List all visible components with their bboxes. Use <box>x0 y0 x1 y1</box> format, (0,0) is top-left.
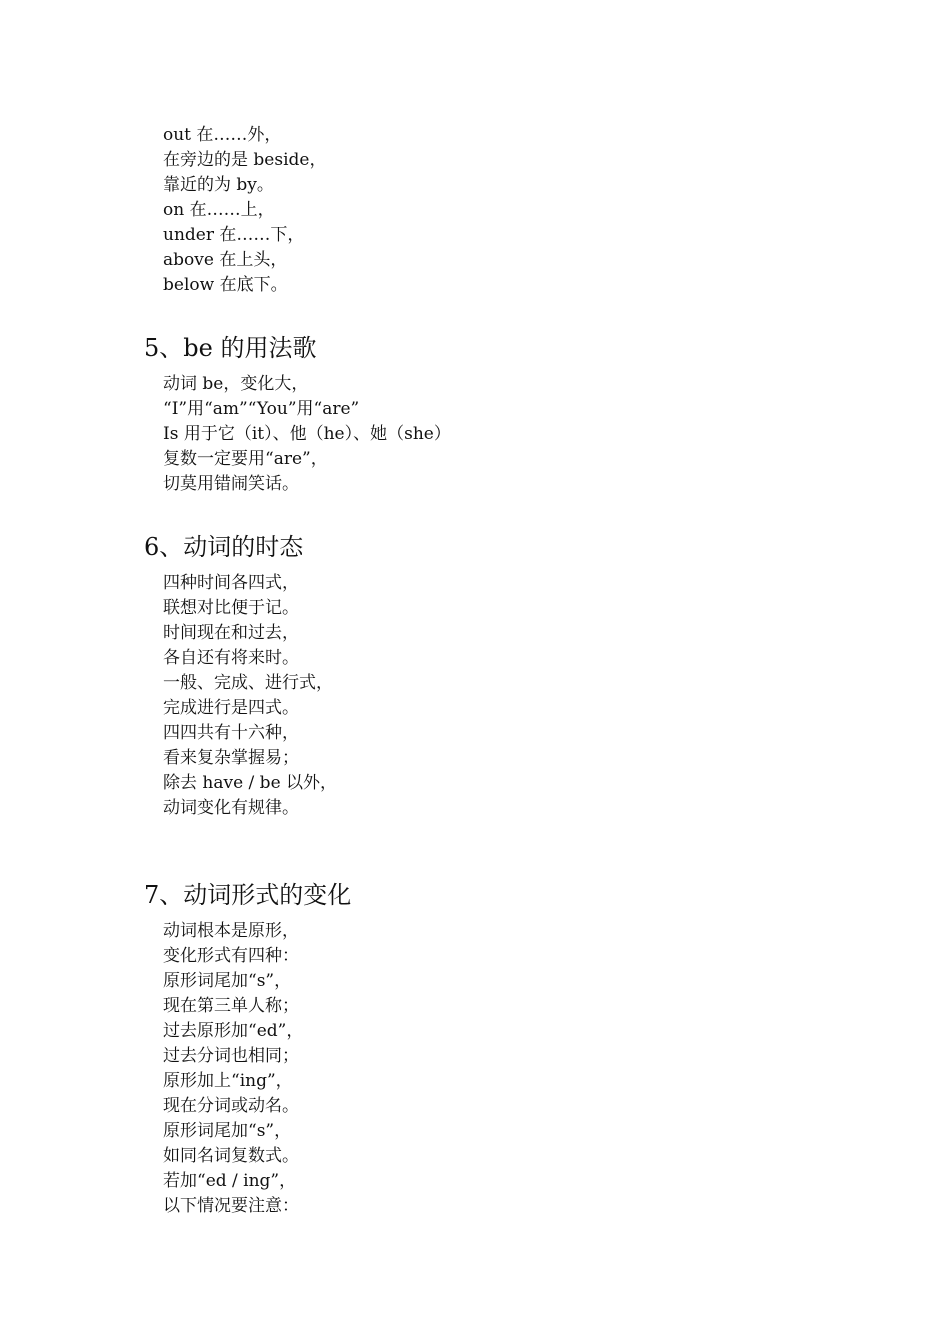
verse-line: 一般、完成、进行式， <box>163 673 333 693</box>
verse-line: 如同名词复数式。 <box>163 1146 299 1166</box>
verse-line: 若加“ed / ing”， <box>163 1171 297 1191</box>
verse-line: Is 用于它（it）、他（he）、她（she） <box>163 424 451 444</box>
verse-line: on 在……上， <box>163 200 275 220</box>
verse-line: out 在……外， <box>163 125 282 145</box>
section-verse <box>163 571 337 821</box>
verse-line: 切莫用错闹笑话。 <box>163 474 299 494</box>
verse-line: 联想对比便于记。 <box>163 598 299 618</box>
verse-line: 动词根本是原形， <box>163 921 299 941</box>
verse-line: below 在底下。 <box>163 275 288 295</box>
section-heading: 5、be 的用法歌 <box>144 334 317 362</box>
verse-line: 看来复杂掌握易； <box>163 748 299 768</box>
verse-line: 过去原形加“ed”， <box>163 1021 304 1041</box>
verse-line: 时间现在和过去， <box>163 623 299 643</box>
verse-line: 过去分词也相同； <box>163 1046 299 1066</box>
verse-line: 动词变化有规律。 <box>163 798 299 818</box>
section-verse <box>163 919 303 1219</box>
verse-line: 复数一定要用“are”， <box>163 449 328 469</box>
verse-line: 除去 have / be 以外， <box>163 773 338 793</box>
verse-line: 各自还有将来时。 <box>163 648 299 668</box>
section-verse <box>163 372 451 497</box>
section-heading: 7、动词形式的变化 <box>144 881 352 909</box>
verse-line: 完成进行是四式。 <box>163 698 299 718</box>
verse-line: 原形加上“ing”， <box>163 1071 293 1091</box>
verse-line: 四四共有十六种， <box>163 723 299 743</box>
verse-line: under 在……下， <box>163 225 305 245</box>
verse-line: 四种时间各四式， <box>163 573 299 593</box>
verse-line: 原形词尾加“s”， <box>163 1121 292 1141</box>
intro-verse <box>163 123 326 298</box>
verse-line: 原形词尾加“s”， <box>163 971 292 991</box>
verse-line: 以下情况要注意： <box>163 1196 299 1216</box>
verse-line: “I”用“am”“You”用“are” <box>163 399 360 419</box>
verse-line: 现在第三单人称； <box>163 996 299 1016</box>
verse-line: 在旁边的是 beside， <box>163 150 327 170</box>
verse-line: 动词 be，变化大， <box>163 374 309 394</box>
verse-line: 现在分词或动名。 <box>163 1096 299 1116</box>
section-heading: 6、动词的时态 <box>144 533 304 561</box>
verse-line: above 在上头， <box>163 250 288 270</box>
verse-line: 变化形式有四种： <box>163 946 299 966</box>
verse-line: 靠近的为 by。 <box>163 175 274 195</box>
